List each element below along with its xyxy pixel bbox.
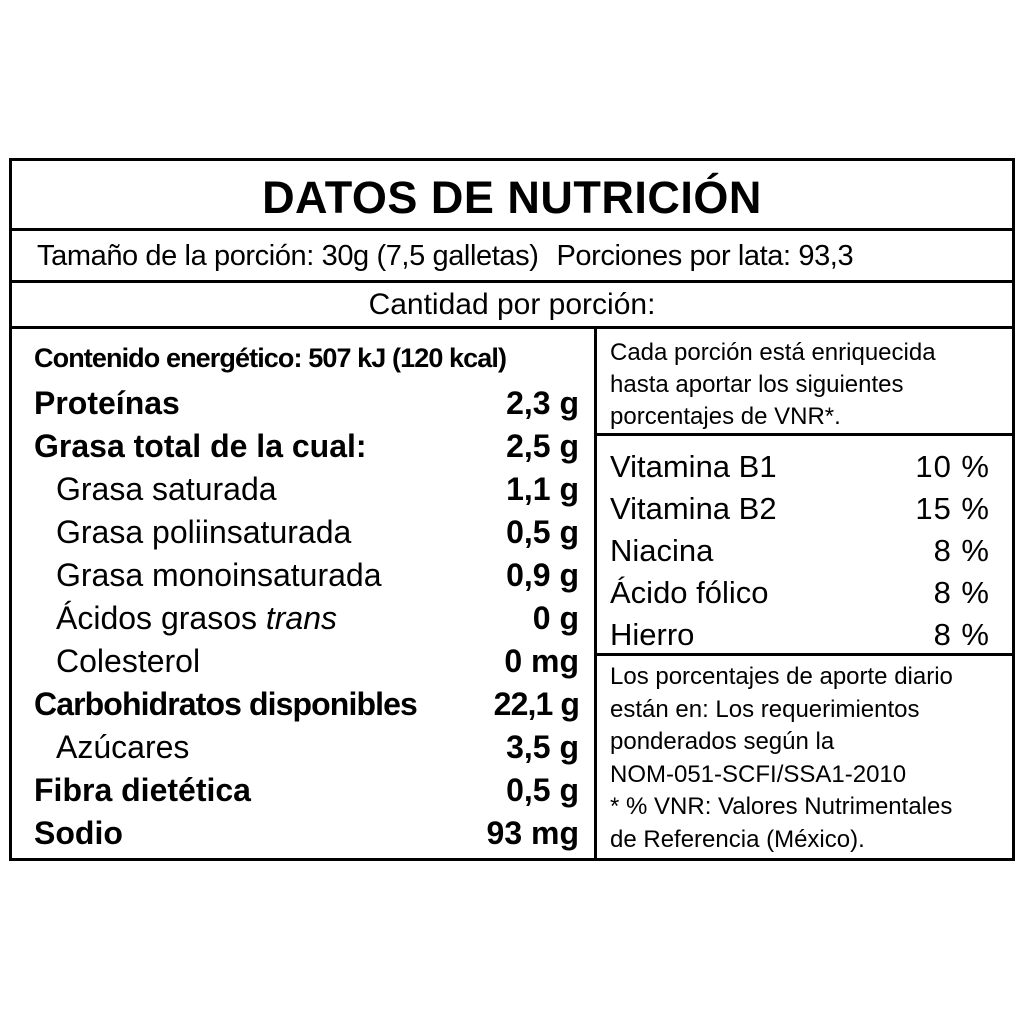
nutrient-value: 0,5 g: [506, 772, 579, 808]
nutrient-label-main: Ácidos grasos: [56, 600, 257, 636]
nutrient-row-sugars: [34, 726, 579, 768]
nutrient-label: Grasa monoinsaturada: [56, 557, 382, 593]
nutrient-label-italic: trans: [265, 600, 338, 636]
footnote-line: están en: Los requerimientos: [610, 695, 920, 723]
nutrient-label: Carbohidratos disponibles: [34, 686, 417, 722]
footnote-text: [610, 661, 1010, 856]
nutrient-row-trans-fat: [34, 597, 579, 639]
vnr-column: [597, 329, 1012, 858]
nutrient-row-monounsaturated-fat: [34, 554, 579, 596]
vnr-intro-line: hasta aportar los siguientes: [610, 371, 904, 398]
vitamin-value: 10 %: [915, 449, 990, 484]
nutrient-label: Azúcares: [56, 729, 190, 765]
nutrient-label: Proteínas: [34, 385, 180, 421]
nutrient-row-cholesterol: [34, 640, 579, 682]
nutrient-value: 3,5 g: [506, 729, 579, 765]
vitamin-label: Niacina: [610, 533, 714, 568]
vnr-intro-line: porcentajes de VNR*.: [610, 403, 841, 430]
nutrient-label: Colesterol: [56, 643, 201, 679]
footnote-line: * % VNR: Valores Nutrimentales: [610, 793, 953, 820]
vitamin-value: 8 %: [933, 617, 990, 652]
vitamin-row-b1: [610, 446, 990, 488]
nutrient-value: 0,5 g: [506, 514, 579, 550]
nutrient-row-carbohydrates: [34, 683, 579, 725]
nutrient-label: Fibra dietética: [34, 772, 251, 808]
nutrient-label: Grasa poliinsaturada: [56, 514, 352, 550]
nutrient-row-sodium: [34, 812, 579, 854]
energy-content: Contenido energético: 507 kJ (120 kcal): [34, 343, 507, 373]
footnote-line: NOM-051-SCFI/SSA1-2010: [610, 760, 907, 788]
vitamin-label: Ácido fólico: [610, 575, 769, 610]
nutrient-value: 0 g: [532, 600, 579, 636]
nutrient-label: [56, 597, 337, 639]
servings-per-can-text: Porciones por lata: 93,3: [556, 240, 854, 272]
vitamin-value: 8 %: [933, 575, 990, 610]
nutrient-value: 0,9 g: [506, 557, 579, 593]
vitamin-label: Vitamina B1: [610, 449, 777, 484]
nutrition-facts-label: [9, 158, 1015, 861]
footnote-line: de Referencia (México).: [610, 825, 865, 853]
nutrient-value: 2,3 g: [506, 385, 579, 421]
serving-size-text: Tamaño de la porción: 30g (7,5 galletas): [37, 240, 539, 272]
vitamin-label: Vitamina B2: [610, 491, 777, 526]
nutrient-value: 22,1 g: [493, 686, 579, 722]
nutrient-value: 93 mg: [486, 815, 579, 851]
nutrient-row-saturated-fat: [34, 468, 579, 510]
vitamin-row-folic-acid: [610, 572, 990, 614]
nutrient-label: Grasa total de la cual:: [34, 428, 367, 464]
nutrients-column: [12, 329, 597, 858]
label-title: DATOS DE NUTRICIÓN: [12, 161, 1012, 231]
vitamin-label: Hierro: [610, 617, 695, 652]
vitamin-value: 8 %: [933, 533, 990, 568]
nutrient-value: 2,5 g: [506, 428, 579, 464]
vnr-intro-line: Cada porción está enriquecida: [610, 339, 936, 366]
amount-per-serving-heading: Cantidad por porción:: [12, 283, 1012, 329]
vitamin-row-b2: [610, 488, 990, 530]
vitamin-row-niacin: [610, 530, 990, 572]
serving-info-row: [12, 231, 1012, 283]
nutrient-value: 1,1 g: [506, 471, 579, 507]
nutrient-value: 0 mg: [504, 643, 579, 679]
nutrient-label: Sodio: [34, 815, 123, 851]
nutrient-row-total-fat: [34, 425, 579, 467]
footnote-line: ponderados según la: [610, 728, 835, 755]
nutrient-row-polyunsaturated-fat: [34, 511, 579, 553]
vitamin-row-iron: [610, 614, 990, 656]
footnote-line: Los porcentajes de aporte diario: [610, 663, 953, 690]
nutrient-row-fiber: [34, 769, 579, 811]
vitamins-table: [597, 433, 1012, 656]
vitamin-value: 15 %: [915, 491, 990, 526]
nutrient-label: Grasa saturada: [56, 471, 277, 507]
nutrient-row-proteins: [34, 382, 579, 424]
vnr-intro-text: [610, 337, 1010, 433]
